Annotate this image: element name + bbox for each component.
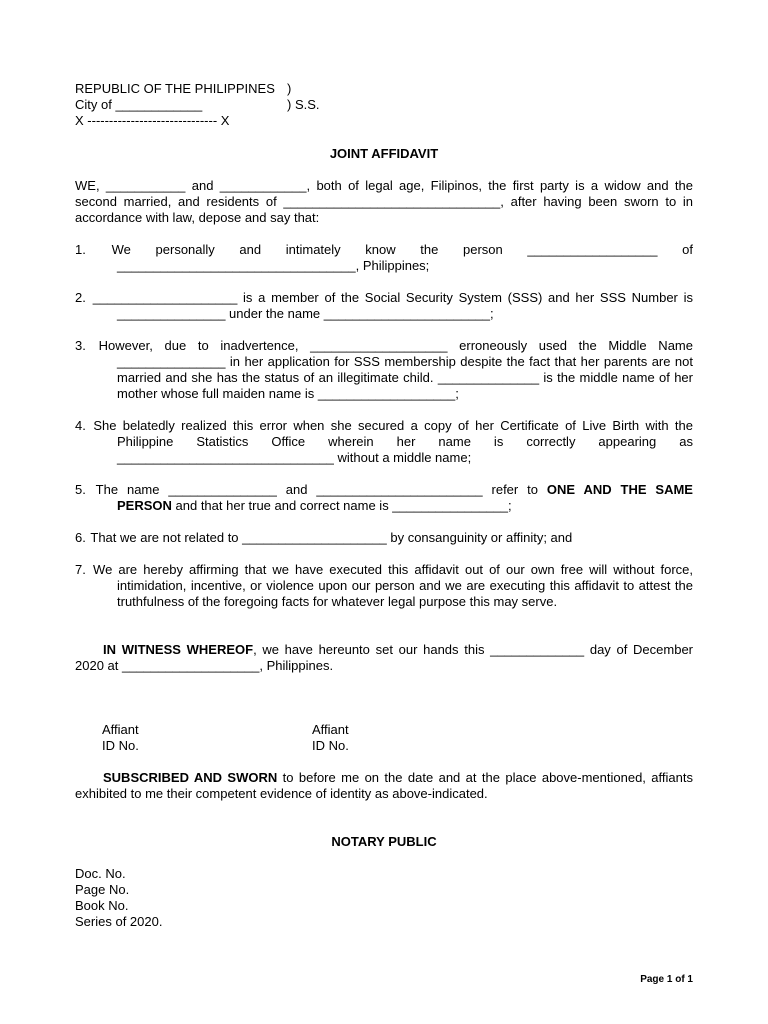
paragraph-3	[75, 338, 693, 402]
intro-paragraph: WE, ___________ and ____________, both of legal age, Filipinos, the first party is a widow and the second married, and residents of ______________________________, after having been sworn to in accordance with law, depose and say that:	[75, 178, 693, 225]
paragraph-text: That we are not related to ____________________ by consanguinity or affinity; and	[90, 530, 573, 545]
paragraph-number: 6.	[75, 530, 86, 545]
page-no-label: Page No.	[75, 882, 130, 897]
paragraph-text: We are hereby affirming that we have executed this affidavit out of our own free will without force, intimidation, incentive, or violence upon our person and we are executing this affidavit to attest the truthfulness of the foregoing facts for whatever legal purpose this may serve.	[93, 562, 693, 609]
affiant-signature-1	[102, 722, 139, 754]
paragraph-text: However, due to inadvertence, ___________________ erroneously used the Middle Name _______________ in her application for SSS membership despite the fact that her parents are not married and she has the status of an illegitimate child. ______________ is the middle name of her mother whose full maiden name is ___________________;	[98, 338, 693, 401]
same-person-phrase: ONE AND THE SAME PERSON	[117, 482, 693, 513]
witness-lead: IN WITNESS WHEREOF	[103, 642, 254, 657]
jurat-paragraph	[75, 770, 693, 802]
witness-paragraph	[75, 642, 693, 674]
paragraph-number: 5.	[75, 482, 86, 497]
book-no-label: Book No.	[75, 898, 129, 913]
paragraph-text: ____________________ is a member of the Social Security System (SSS) and her SSS Number is _______________ under the name _______________________;	[92, 290, 693, 321]
paragraph-4	[75, 418, 693, 466]
affiant-label: Affiant	[102, 722, 139, 737]
paragraph-text: She belatedly realized this error when she secured a copy of her Certificate of Live Birth with the Philippine Statistics Office wherein her name is correctly appearing as ______________________________ without a middle name;	[93, 418, 693, 465]
paragraph-number: 4.	[75, 418, 86, 433]
paragraph-number: 7.	[75, 562, 86, 577]
affiant-id-label: ID No.	[312, 738, 349, 753]
notary-title: NOTARY PUBLIC	[331, 834, 437, 849]
republic-label: REPUBLIC OF THE PHILIPPINES	[75, 81, 275, 96]
paragraph-number: 2.	[75, 290, 86, 305]
jurat-lead: SUBSCRIBED AND SWORN	[103, 770, 278, 785]
paragraph-text: We personally and intimately know the person __________________ of _________________________________, Philippines;	[111, 242, 693, 273]
witness-text: , we have hereunto set our hands this _____________ day of December 2020 at ___________________, Philippines.	[75, 642, 693, 673]
venue-caption	[75, 81, 695, 129]
paragraph-number: 3.	[75, 338, 86, 353]
paragraph-7	[75, 562, 693, 610]
ss-label: ) S.S.	[287, 97, 320, 112]
series-label: Series of 2020.	[75, 914, 163, 929]
notary-entries	[75, 866, 162, 930]
paragraph-number: 1.	[75, 242, 86, 257]
paragraph-6	[75, 530, 693, 546]
city-label: City of ____________	[75, 97, 203, 112]
caption-paren: )	[287, 81, 292, 96]
doc-no-label: Doc. No.	[75, 866, 126, 881]
caption-divider: X ------------------------------ X	[75, 113, 230, 128]
document-title: JOINT AFFIDAVIT	[329, 146, 439, 161]
jurat-text: to before me on the date and at the place above-mentioned, affiants exhibited to me their competent evidence of identity as above-indicated.	[75, 770, 693, 801]
affiant-label: Affiant	[312, 722, 349, 737]
paragraph-text: The name _______________ and _______________________ refer to	[95, 482, 547, 497]
paragraph-text-end: and that her true and correct name is ________________;	[171, 498, 512, 513]
paragraph-5	[75, 482, 693, 514]
paragraph-2	[75, 290, 693, 322]
paragraph-1	[75, 242, 693, 274]
affiant-signature-2	[312, 722, 349, 754]
page-number: Page 1 of 1	[640, 974, 693, 985]
affiant-id-label: ID No.	[102, 738, 139, 753]
